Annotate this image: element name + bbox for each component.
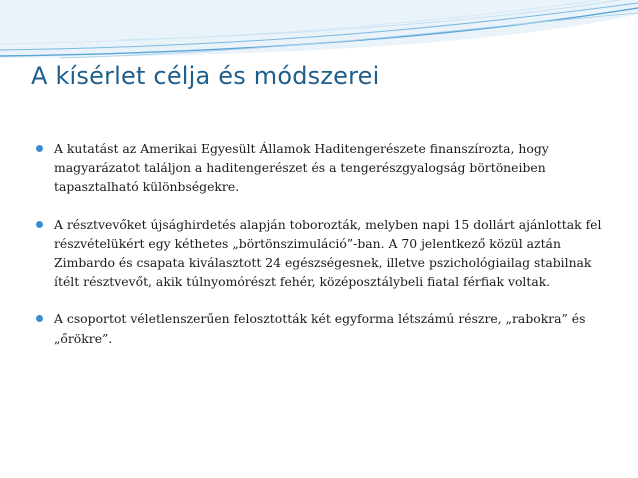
- bullet-dot-icon: [36, 315, 43, 322]
- bullet-item: [36, 215, 606, 292]
- bullet-item: [36, 309, 606, 347]
- bullet-list: [36, 139, 606, 366]
- header-wave-decoration: [0, 0, 638, 70]
- bullet-text: A résztvevőket újsághirdetés alapján toborozták, melyben napi 15 dollárt ajánlottak fel részvételükért egy kéthetes „börtönszimuláció”-ban. A 70 jelentkező közül aztán Zimbardo és csapata kiválasztott 24 egészségesnek, illetve pszichológiailag stabilnak ítélt résztvevőt, akik túlnyomórészt fehér, középosztálybeli fiatal férfiak voltak.: [54, 216, 602, 290]
- bullet-dot-icon: [36, 145, 43, 152]
- bullet-dot-icon: [36, 221, 43, 228]
- bullet-text: A csoportot véletlenszerűen felosztották két egyforma létszámú részre, „rabokra” és „őrökre”.: [54, 311, 586, 346]
- slide-title: A kísérlet célja és módszerei: [31, 62, 380, 90]
- bullet-text: A kutatást az Amerikai Egyesült Államok Haditengerészete finanszírozta, hogy magyarázatot találjon a haditengerészet és a tengerészgyalogság börtöneiben tapasztalható különbségekre.: [54, 141, 549, 195]
- bullet-item: [36, 139, 606, 197]
